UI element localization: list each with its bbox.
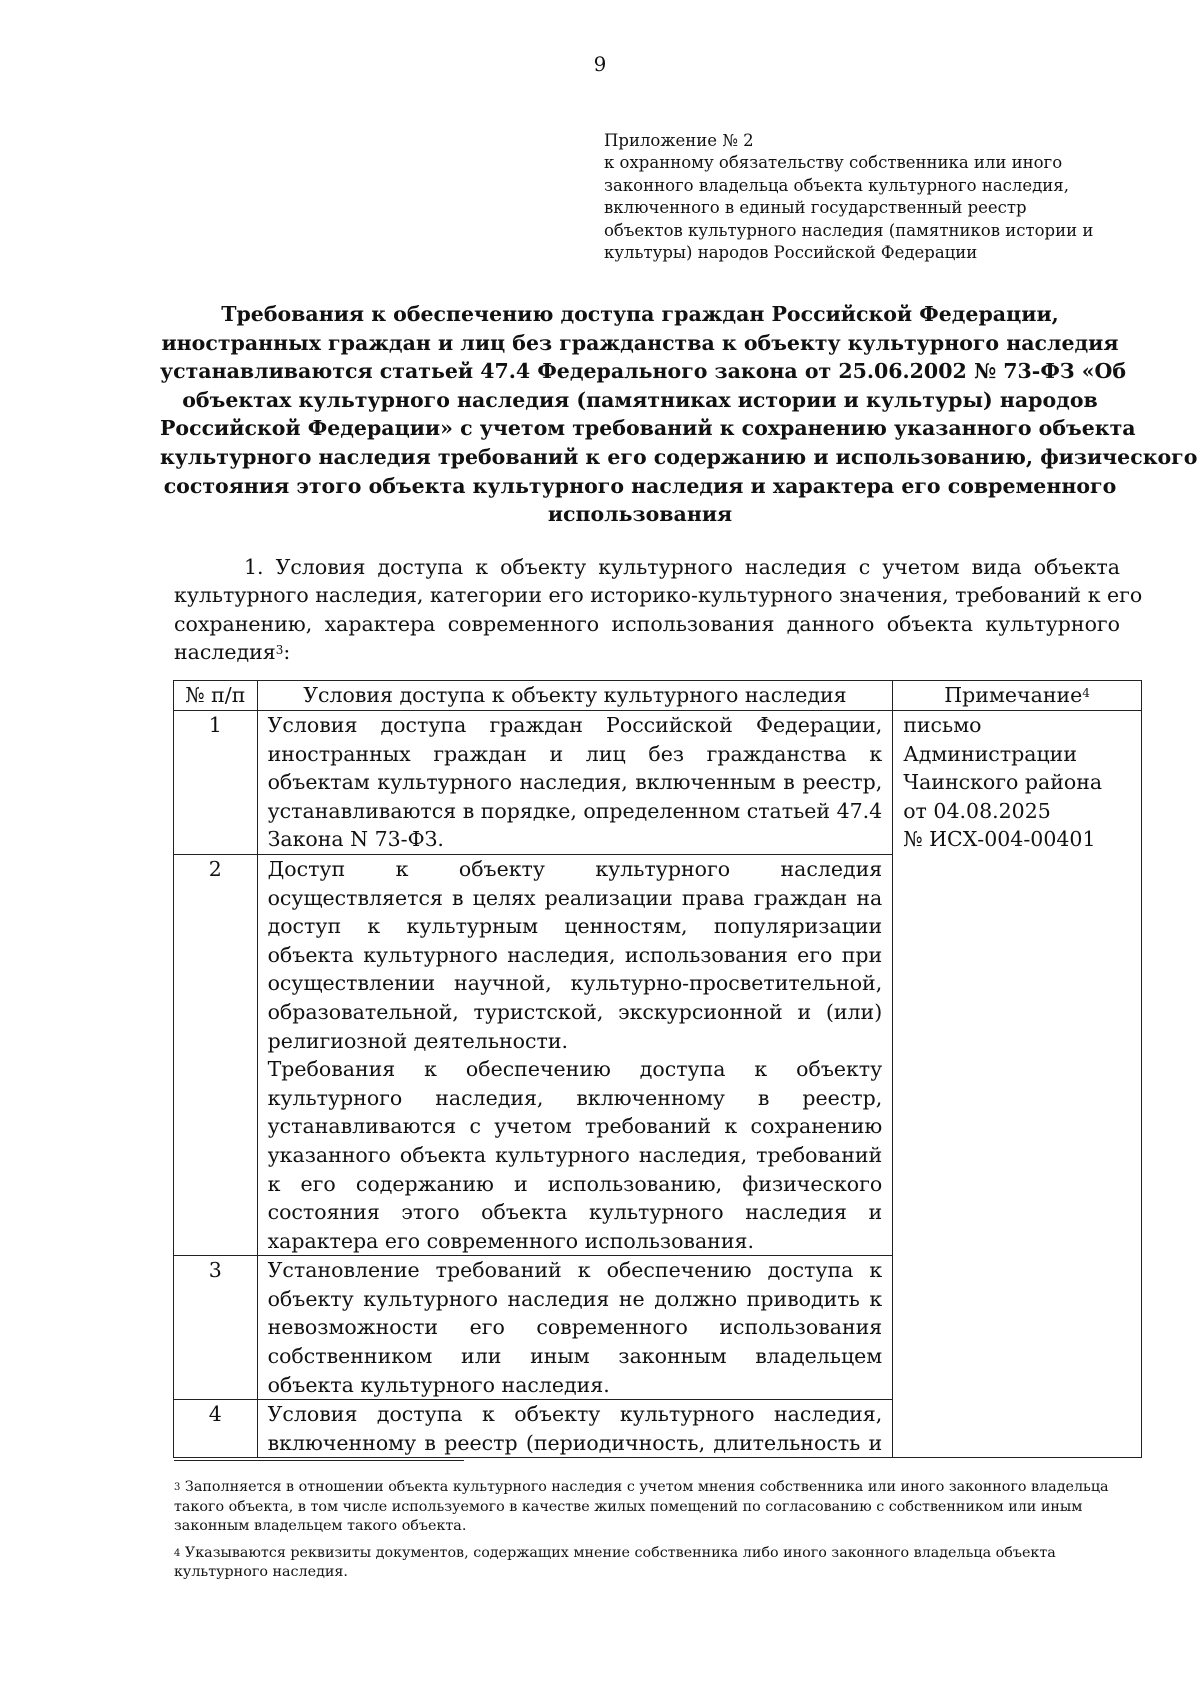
footnote-divider — [174, 1460, 464, 1461]
condition-line: объекту культурного наследия не должно приводить к — [267, 1286, 883, 1311]
footnote-4 — [174, 1544, 1120, 1583]
condition-line: Закона N 73-ФЗ. — [267, 827, 444, 852]
footnote-ref-3[interactable]: 3 — [275, 643, 284, 658]
title-line: Требования к обеспечению доступа граждан Российской Федерации, — [221, 302, 1059, 326]
footnote-line: культурного наследия. — [174, 1564, 348, 1580]
condition-line: собственником или иным законным владельцем — [267, 1344, 883, 1369]
condition-line: иностранных граждан и лиц без гражданства к — [267, 741, 883, 766]
row-condition — [257, 711, 893, 855]
footnote-line: такого объекта, в том числе используемого в качестве жилых помещений по согласованию с собственником или иным — [174, 1498, 1083, 1515]
title-line: устанавливаются статьей 47.4 Федерального закона от 25.06.2002 № 73-ФЗ «Об — [160, 359, 1127, 384]
table-row — [174, 711, 1142, 855]
row-condition — [257, 1256, 893, 1400]
annex-line: к охранному обязательству собственника или иного — [604, 153, 1063, 173]
row-number: 4 — [174, 1400, 258, 1458]
document-title — [160, 300, 1198, 529]
title-line: объектах культурного наследия (памятниках истории и культуры) народов — [182, 387, 1098, 412]
note-line: письмо — [903, 713, 982, 737]
footnote-marker: 3 — [174, 1482, 181, 1493]
title-line: состояния этого объекта культурного наследия и характера его современного — [163, 473, 1117, 498]
condition-line: объекта культурного наследия. — [267, 1372, 610, 1397]
footnote-3 — [174, 1478, 1120, 1537]
note-line: № ИСХ-004-00401 — [903, 827, 1096, 852]
footnote-line — [174, 1544, 1120, 1564]
footnote-line: законным владельцем такого объекта. — [174, 1518, 467, 1534]
row-number: 1 — [174, 711, 258, 855]
condition-line: устанавливаются в порядке, определенном статьей 47.4 — [267, 798, 883, 823]
condition-line: культурного наследия, включенному в реестр, — [267, 1085, 883, 1110]
annex-heading — [604, 130, 1124, 264]
condition-line: объектам культурного наследия, включенным в реестр, — [267, 770, 883, 795]
footnote-marker: 4 — [174, 1547, 181, 1559]
annex-line: культуры) народов Российской Федерации — [604, 243, 978, 263]
condition-line: состояния этого объекта культурного наследия и — [267, 1200, 883, 1225]
condition-line: Требования к обеспечению доступа к объекту — [267, 1057, 883, 1082]
note-line: от 04.08.2025 — [903, 798, 1051, 823]
condition-line: характера его современного использования. — [267, 1228, 754, 1253]
title-line: использования — [547, 502, 733, 527]
header-note — [893, 681, 1142, 711]
note-cell — [893, 711, 1142, 1458]
condition-line: включенному в реестр (периодичность, длительность и — [267, 1430, 883, 1455]
conditions-table — [173, 680, 1142, 1458]
condition-line: объекта культурного наследия, использования его при — [267, 942, 883, 967]
condition-line: к его содержанию и использованию, физического — [267, 1171, 883, 1196]
footnote-text: Указываются реквизиты документов, содержащих мнение собственника либо иного законного владельца объекта — [180, 1544, 1056, 1561]
title-line: Российской Федерации» с учетом требований к сохранению указанного объекта — [160, 416, 1136, 441]
condition-line: Доступ к объекту культурного наследия — [267, 856, 883, 881]
row-number: 2 — [174, 854, 258, 1255]
page-number: 9 — [593, 52, 607, 76]
condition-line: указанного объекта культурного наследия, требований — [267, 1142, 883, 1167]
header-number: № п/п — [174, 681, 258, 711]
intro-line: культурного наследия, категории его историко-культурного значения, требований к его — [174, 583, 1143, 608]
condition-line: образовательной, туристской, экскурсионной и (или) — [267, 999, 883, 1024]
row-condition — [257, 1400, 893, 1458]
note-line: Администрации — [903, 741, 1077, 766]
intro-last-line — [174, 638, 1120, 666]
condition-line: Условия доступа к объекту культурного наследия, — [267, 1402, 883, 1427]
annex-line: Приложение № 2 — [604, 131, 754, 150]
annex-line: объектов культурного наследия (памятников истории и — [604, 220, 1094, 240]
header-condition: Условия доступа к объекту культурного наследия — [257, 681, 893, 711]
condition-line: осуществлении научной, культурно-просветительной, — [267, 971, 883, 996]
condition-line: доступ к культурным ценностям, популяризации — [267, 914, 883, 939]
condition-line: невозможности его современного использования — [267, 1315, 883, 1340]
intro-paragraph — [174, 553, 1143, 667]
footnote-ref-4[interactable]: 4 — [1082, 686, 1090, 700]
intro-last-word: наследия — [174, 640, 276, 665]
annex-line: включенного в единый государственный реестр — [604, 198, 1027, 218]
footnote-line — [174, 1478, 1120, 1498]
condition-line: устанавливаются с учетом требований к сохранению — [267, 1114, 883, 1139]
footnotes — [174, 1478, 1120, 1590]
table-header-row — [174, 681, 1142, 711]
condition-line: осуществляется в целях реализации права граждан на — [267, 885, 883, 910]
footnote-text: Заполняется в отношении объекта культурного наследия с учетом мнения собственника или иного законного владельца — [180, 1479, 1109, 1495]
title-line: культурного наследия требований к его содержанию и использованию, физического — [160, 444, 1198, 469]
intro-line: 1. Условия доступа к объекту культурного наследия с учетом вида объекта — [244, 555, 1120, 579]
condition-line: Условия доступа граждан Российской Федерации, — [267, 713, 883, 737]
title-line: иностранных граждан и лиц без гражданства к объекту культурного наследия — [161, 330, 1119, 355]
annex-line: законного владельца объекта культурного наследия, — [604, 175, 1069, 195]
intro-colon: : — [283, 640, 291, 665]
row-condition — [257, 854, 893, 1255]
condition-line: религиозной деятельности. — [267, 1028, 568, 1053]
condition-line: Установление требований к обеспечению доступа к — [267, 1258, 883, 1283]
intro-line: сохранению, характера современного использования данного объекта культурного — [174, 611, 1120, 636]
row-number: 3 — [174, 1256, 258, 1400]
note-line: Чаинского района — [903, 770, 1103, 795]
header-note-label: Примечание — [944, 683, 1083, 707]
